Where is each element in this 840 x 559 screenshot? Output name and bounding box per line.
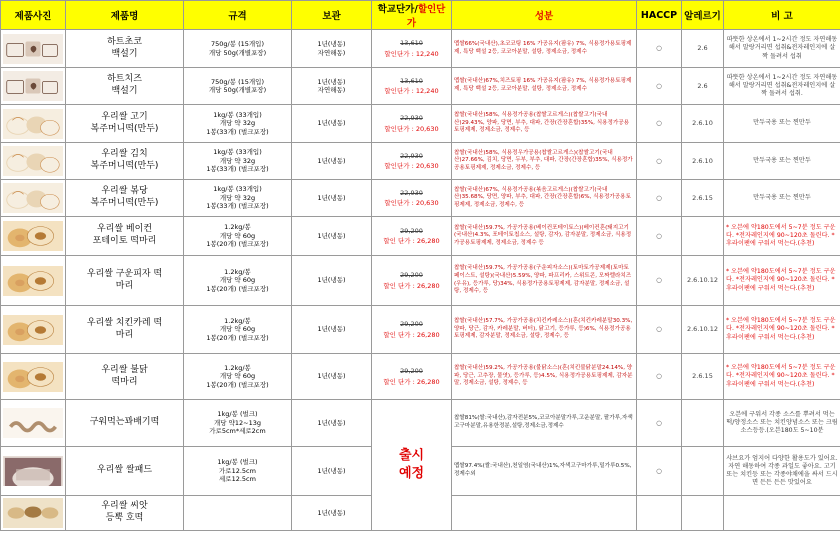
allergy-codes: 2.6.10.12 bbox=[682, 256, 724, 306]
discount-price: 할인 단가 : 26,280 bbox=[383, 281, 440, 290]
product-note: * 오븐에 약180도에서 5~7분 정도 구운다. *전자레인지에 90~120초 돌린다. *후라이팬에 구워서 먹는다.(추천) bbox=[724, 306, 840, 354]
allergy-codes: 2.6.15 bbox=[682, 354, 724, 400]
dumpling-icon bbox=[3, 109, 63, 139]
product-storage: 1년(냉동) bbox=[292, 180, 372, 217]
product-name: 하트초코 백설기 bbox=[66, 30, 184, 68]
haccp-mark: ○ bbox=[637, 105, 682, 143]
product-spec: 1kg/봉 (33개입) 개당 약 32g 1봉(33개) (벌크포장) bbox=[184, 180, 292, 217]
allergy-codes: 2.6.10 bbox=[682, 105, 724, 143]
product-photo bbox=[1, 105, 66, 143]
product-name: 구워먹는꽈배기떡 bbox=[66, 400, 184, 447]
haccp-mark: ○ bbox=[637, 400, 682, 447]
product-spec: 1.2kg/봉 개당 약 60g 1봉(20개) (벌크포장) bbox=[184, 306, 292, 354]
product-photo bbox=[1, 354, 66, 400]
old-price: 22,930 bbox=[400, 188, 423, 197]
allergy-codes: 2.6.10.12 bbox=[682, 306, 724, 354]
product-note: 샤브요가 엄지어 다양한 활용도가 있어요.자연 해동하여 각종 과일도 좋아요. 고기 또는 치킨등 또는 각종야채에을 싸서 드시면 든든 든든 맛있어요 bbox=[724, 447, 840, 496]
product-storage: 1년(냉동) bbox=[292, 447, 372, 496]
discount-price: 할인단가 : 20,630 bbox=[384, 162, 439, 170]
product-note: 만두국용 또는 찐만두 bbox=[724, 180, 840, 217]
table-row bbox=[1, 68, 840, 105]
product-storage: 1년(냉동) bbox=[292, 256, 372, 306]
product-photo bbox=[1, 217, 66, 256]
product-price bbox=[372, 354, 452, 400]
haccp-mark: ○ bbox=[637, 306, 682, 354]
product-ingredients: 찹쌀(국내산)58%, 식용정가공용(찹쌀고르게스)(찹쌀고기(국내산)29.43%, 양파, 당면, 부추, 대파, 간장(간장혼합)35%, 식용정가공용토핑제제, 정제소금, 정제수, 등 bbox=[452, 105, 637, 143]
header-price bbox=[372, 1, 452, 30]
product-ingredients bbox=[452, 496, 637, 531]
product-storage: 1년(냉동) bbox=[292, 400, 372, 447]
hotteok-icon bbox=[3, 498, 63, 528]
product-photo bbox=[1, 447, 66, 496]
haccp-mark: ○ bbox=[637, 180, 682, 217]
rice-cake-roll-icon bbox=[3, 315, 63, 345]
product-name: 우리쌀 고기 복주머니떡(만두) bbox=[66, 105, 184, 143]
coming-soon-label: 출시 예정 bbox=[398, 448, 425, 481]
header-name: 제품명 bbox=[66, 1, 184, 30]
allergy-codes bbox=[682, 400, 724, 447]
discount-price: 할인단가 : 12,240 bbox=[384, 87, 439, 95]
discount-price: 할인 단가 : 26,280 bbox=[383, 237, 440, 245]
product-ingredients: 멥쌀(국내산)67%,치즈토핑 16% 가공유지(팜유) 7%, 식용정가용토핑제제, 특당 백설 2등, 코코아분말, 설탕, 정제소금, 정제수 bbox=[452, 68, 637, 105]
discount-price: 할인 단가 : 26,280 bbox=[383, 330, 440, 339]
product-note: 만두국용 또는 찐만두 bbox=[724, 105, 840, 143]
product-price bbox=[372, 30, 452, 68]
cake-icon bbox=[3, 71, 63, 101]
rice-cake-roll-icon bbox=[3, 221, 63, 251]
product-name: 우리쌀 불닭 떡마리 bbox=[66, 354, 184, 400]
product-note: 따뜻한 상온에서 1~2시간 정도 자연해동해서 말랑거리면 섭취&전자레인지에 살짝 돌려서 섭취 bbox=[724, 30, 840, 68]
table-row bbox=[1, 256, 840, 306]
discount-price: 할인단가 : 20,630 bbox=[384, 124, 439, 133]
cake-icon bbox=[3, 34, 63, 64]
old-price: 29,200 bbox=[400, 320, 423, 329]
table-row bbox=[1, 143, 840, 180]
discount-price: 할인단가 : 12,240 bbox=[384, 49, 439, 58]
header-note: 비 고 bbox=[724, 1, 840, 30]
product-storage: 1년(냉동) bbox=[292, 354, 372, 400]
product-spec: 1.2kg/봉 개당 약 60g 1봉(20개) (벌크포장) bbox=[184, 217, 292, 256]
product-note: 만두국용 또는 찐만두 bbox=[724, 143, 840, 180]
header-storage: 보관 bbox=[292, 1, 372, 30]
product-ingredients: 찹쌀(국내산)67%, 식용정가공용(볶음고르게스)(찹쌀고기(국내산)35.68%, 당면, 양파, 부추, 대파, 간장(간장혼합)6%, 식용정가공용토핑제제, 정제소금, 정제수, 등 bbox=[452, 180, 637, 217]
product-name: 우리쌀 김치 복주머니떡(만두) bbox=[66, 143, 184, 180]
product-name: 우리쌀 쌀패드 bbox=[66, 447, 184, 496]
old-price: 13,610 bbox=[400, 39, 423, 48]
product-photo bbox=[1, 400, 66, 447]
haccp-mark: ○ bbox=[637, 256, 682, 306]
product-ingredients: 찹쌀(국내산)59.7%, 가공가공용(베이컨포테이토스)(베이컨혼(돼지고기(국내산)4.3%, 포테이토칩소스, 설탕, 감자), 감자분말, 정제소금, 식용정가공용토핑제제, 정제소금, 정제수 등 bbox=[452, 217, 637, 256]
rice-pad-icon bbox=[3, 456, 63, 486]
old-price: 13,610 bbox=[400, 76, 423, 85]
haccp-mark: ○ bbox=[637, 447, 682, 496]
header-photo: 제품사진 bbox=[1, 1, 66, 30]
product-price bbox=[372, 306, 452, 354]
product-ingredients: 찹쌀(국내산)59.2%, 가공가공용(불닭소스)(혼(치킨불닭분말24.14%, 양파, 당근, 고추장, 물엿), 등가루, 등)4.5%, 식용정가공용토핑제제, 감자분말, 정제소금, 설탕, 정제수, 등 bbox=[452, 354, 637, 400]
product-photo bbox=[1, 68, 66, 105]
header-spec: 규격 bbox=[184, 1, 292, 30]
old-price: 29,200 bbox=[400, 367, 423, 376]
rice-cake-roll-icon bbox=[3, 266, 63, 296]
product-photo bbox=[1, 30, 66, 68]
allergy-codes bbox=[682, 217, 724, 256]
table-row bbox=[1, 217, 840, 256]
table-row bbox=[1, 306, 840, 354]
allergy-codes: 2.6.15 bbox=[682, 180, 724, 217]
product-storage: 1년(냉동) bbox=[292, 306, 372, 354]
old-price: 29,200 bbox=[400, 271, 423, 280]
product-note: * 오븐에 약180도에서 5~7분 정도 구운다. *전자레인지에 90~120초 돌린다. *후라이팬에 구워서 먹는다.(추천) bbox=[724, 256, 840, 306]
product-spec: 1kg/봉 (벌크) 개당 약12~13g 가로5cm*세로2cm bbox=[184, 400, 292, 447]
haccp-mark: ○ bbox=[637, 143, 682, 180]
product-ingredients: 찹쌀81%(쌀:국내산),감자전분5%,코코아분말가루,고운분말, 팥가루,자색고구마분말,유용한정분,설탕,정제소금,정제수 bbox=[452, 400, 637, 447]
haccp-mark bbox=[637, 496, 682, 531]
header-haccp: HACCP bbox=[637, 1, 682, 30]
table-row bbox=[1, 180, 840, 217]
product-spec: 750g/봉 (15개입) 개당 50g(개별포장) bbox=[184, 68, 292, 105]
product-ingredients: 멥쌀66%(국내산),초코코팅 16% 가공유지(팜유) 7%, 식용정가용토핑제제, 특당 백설 2등, 코코아분말, 설탕, 정제소금, 정제수 bbox=[452, 30, 637, 68]
product-note: * 오븐에 약180도에서 5~7분 정도 구운다. *전자레인지에 90~120초 돌린다. *후라이팬에 구워서 먹는다.(추천) bbox=[724, 354, 840, 400]
product-ingredients: 멥쌀97.4%(쌀:국내산),천일염(국내산)1%,자색고구마가루,밀가루0.5%,정제수외 bbox=[452, 447, 637, 496]
product-price bbox=[372, 68, 452, 105]
product-photo bbox=[1, 306, 66, 354]
product-name: 우리쌀 구운피자 떡 마리 bbox=[66, 256, 184, 306]
product-spec bbox=[184, 496, 292, 531]
product-name: 우리쌀 베이컨 포테이토 떡마리 bbox=[66, 217, 184, 256]
product-name: 우리쌀 치킨카레 떡 마리 bbox=[66, 306, 184, 354]
header-price-discount: 할인단가 bbox=[406, 4, 446, 29]
dumpling-icon bbox=[3, 183, 63, 213]
product-note bbox=[724, 496, 840, 531]
product-name: 하트치즈 백설기 bbox=[66, 68, 184, 105]
haccp-mark: ○ bbox=[637, 68, 682, 105]
product-storage: 1년(냉동) 자연해동) bbox=[292, 68, 372, 105]
header-allergy: 알레르기 bbox=[682, 1, 724, 30]
allergy-codes: 2.6 bbox=[682, 30, 724, 68]
haccp-mark: ○ bbox=[637, 30, 682, 68]
allergy-codes: 2.6.10 bbox=[682, 143, 724, 180]
product-storage: 1년(냉동) 자연해동) bbox=[292, 30, 372, 68]
discount-price: 할인 단가 : 26,280 bbox=[383, 377, 440, 386]
dumpling-icon bbox=[3, 146, 63, 176]
header-ingredients: 성분 bbox=[452, 1, 637, 30]
product-storage: 1년(냉동) bbox=[292, 143, 372, 180]
product-spec: 1.2kg/봉 개당 약 60g 1봉(20개) (벌크포장) bbox=[184, 256, 292, 306]
table-row bbox=[1, 105, 840, 143]
table-row bbox=[1, 400, 840, 447]
product-spec: 1kg/봉 (33개입) 개당 약 32g 1봉(33개) (벌크포장) bbox=[184, 143, 292, 180]
product-name: 우리쌀 볶당 복주머니떡(만두) bbox=[66, 180, 184, 217]
product-photo bbox=[1, 143, 66, 180]
product-photo bbox=[1, 256, 66, 306]
product-note: 오븐에 구워서 각종 소스를 뿌려서 먹는떡/양정소스 또는 치킨양념소스 또는 크림소스등등.(오븐180도 5~10분 bbox=[724, 400, 840, 447]
old-price: 22,930 bbox=[400, 151, 423, 160]
product-price bbox=[372, 143, 452, 180]
product-photo bbox=[1, 180, 66, 217]
table-row bbox=[1, 30, 840, 68]
rice-cake-roll-icon bbox=[3, 362, 63, 392]
haccp-mark: ○ bbox=[637, 217, 682, 256]
old-price: 29,200 bbox=[400, 226, 423, 235]
product-price bbox=[372, 105, 452, 143]
product-storage: 1년(냉동) bbox=[292, 105, 372, 143]
product-ingredients: 찹쌀(국내산)58%, 식용정우가공용(찹쌀고르게스)(찹쌀고기(국내산)27.66%, 김치, 당면, 두부, 부추, 대파, 간장(간장혼합)35%, 식용정가공용토핑제제, 정제소금, 정제수, 등 bbox=[452, 143, 637, 180]
product-note: * 오븐에 약180도에서 5~7분 정도 구운다. *전자레인지에 90~120초 돌린다. *후라이팬에 구워서 먹는다.(추천) bbox=[724, 217, 840, 256]
twist-rice-cake-icon bbox=[3, 408, 63, 438]
product-name: 우리쌀 씨앗 등뿍 호떡 bbox=[66, 496, 184, 531]
allergy-codes bbox=[682, 496, 724, 531]
allergy-codes: 2.6 bbox=[682, 68, 724, 105]
product-spec: 1.2kg/봉 개당 약 60g 1봉(20개) (벌크포장) bbox=[184, 354, 292, 400]
allergy-codes bbox=[682, 447, 724, 496]
product-storage: 1년(냉동) bbox=[292, 217, 372, 256]
product-photo bbox=[1, 496, 66, 531]
product-price bbox=[372, 217, 452, 256]
product-storage: 1년(냉동) bbox=[292, 496, 372, 531]
product-spec: 750g/봉 (15개입) 개당 50g(개별포장) bbox=[184, 30, 292, 68]
header-row bbox=[1, 1, 840, 30]
product-spec: 1kg/봉 (33개입) 개당 약 32g 1봉(33개) (벌크포장) bbox=[184, 105, 292, 143]
haccp-mark: ○ bbox=[637, 354, 682, 400]
discount-price: 할인단가 : 20,630 bbox=[384, 199, 439, 207]
product-price bbox=[372, 256, 452, 306]
product-price bbox=[372, 180, 452, 217]
table-row bbox=[1, 354, 840, 400]
product-ingredients: 찹쌀(국내산)57.7%, 가공가공용(치킨카레소스)(혼(치킨카레분말30.3%, 양파, 당근, 감자, 카레분말, 버터), 닭고기, 등가루, 등)6%, 식용정가공용토핑제제, 감자분말, 정제소금, 설탕, 정제수, 등 bbox=[452, 306, 637, 354]
product-ingredients: 찹쌀(국내산)59.7%, 가공가공용(구운피자소스)(토마토가공제제(토마토페이스트, 설탕)(국내산)5.59%, 양파, 파프리카, 스위트콘, 모짜렐라치즈(우유), 등가루, 당)34%, 식용정가공용토핑제제, 감자분말, 정제소금, 설탕, 정제수, 등 bbox=[452, 256, 637, 306]
product-spec: 1kg/봉 (벌크) 가로12.5cm 세로12.5cm bbox=[184, 447, 292, 496]
coming-soon-cell bbox=[372, 400, 452, 531]
header-price-school: 학교단가/ bbox=[377, 4, 418, 15]
old-price: 22,930 bbox=[400, 114, 423, 123]
product-note: 따뜻한 상온에서 1~2시간 정도 자연해동해서 말랑거리면 섭취&전자레인지에 살짝 돌려서 섭취. bbox=[724, 68, 840, 105]
